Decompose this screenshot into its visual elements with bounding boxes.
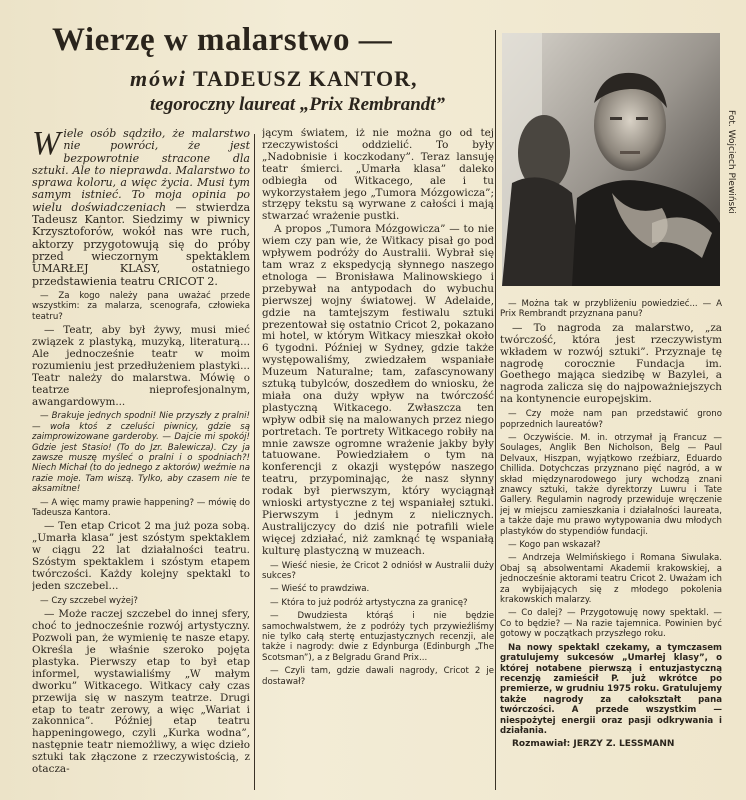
interview-line: — Dwudziesta którąś i nie będzie samochwalstwem, że z podróży tych przywieźliśmy nie tylko całą stertę entuzjastycznych recenzji, ale także i nagrody: dwie z Edynburga (Edinburgh „The Scotsman”), a z Belgradu Grand Prix...	[262, 611, 494, 663]
interview-line: — Która to już podróż artystyczna za granicę?	[270, 597, 468, 608]
article-headline: Wierzę w malarstwo —	[52, 22, 393, 58]
interview-line: — Co dalej? — Przygotowuję nowy spektakl. — Co to będzie? — Na razie tajemnica. Powinien być gotowy w początkach przyszłego roku.	[500, 608, 722, 640]
interview-line: — Andrzeja Welmińskiego i Romana Siwulaka. Obaj są absolwentami Akademii krakowskiej, a jednocześnie aktorami teatru Cricot 2. Uważam ich za wybijających się z młodego pokolenia krakowskich malarzy.	[500, 553, 722, 606]
column-2	[262, 128, 494, 790]
column-divider	[254, 134, 255, 790]
interview-line: — A więc mamy prawie happening? — mówię do Tadeusza Kantora.	[32, 497, 250, 519]
lead-after: — stwierdza Tadeusz Kantor. Siedzimy w piwnicy Krzysztoforów, wokół nas wre ruch, aktorzy przygotowują się do próby przed wieczornym spektaklem UMARŁEJ KLASY, ostatniego przedstawienia teatru CRICOT 2.	[32, 200, 250, 288]
portrait-photo	[502, 33, 720, 286]
portrait-photo-image	[502, 33, 720, 286]
article-paragraph: A propos „Tumora Mózgowicza” — to nie wiem czy pan wie, że Witkacy pisał go pod wpływem podróży do Australii. Wybrał się tam wraz z ekspedycją słynnego naszego etnologa — Bronisława Malinowskiego i przebywał na antypodach do wybuchu pierwszej wojny światowej. W Adelaide, gdzie na tamtejszym festiwalu sztuki prezentował się ostatnio Cricot 2, pokazano mi hotel, w którym Witkacy mieszkał około 6 tygodni. Później w Sydney, gdzie także występowaliśmy, zwiedzałem wspaniałe Muzeum Naturalne; tam, zafascynowany sztuką tubylców, doszedłem do wniosku, że miała ona duży wpływ na twórczość plastyczną Witkacego. Zwłaszcza ten wpływ odbił się na malowanych przez niego portretach. Te portrety Witkacego robiły na mnie zawsze ogromne wrażenie jakby były tatuowane. Powiedziałem o tym na konferencji z okazji występów naszego teatru, przypominając, że nasz słynny rodak był pierwszym, który wyciągnął wnioski artystyczne z tej wspaniałej sztuki. Pierwszym i jednym z nielicznych. Australijczycy do dziś nie potrafili wiele więcej zdziałać, niż zamknąć tę wspaniałą kulturę plastyczną w muzeach.	[262, 223, 494, 557]
article-paragraph: — Teatr, aby był żywy, musi mieć związek z plastyką, muzyką, literaturą... Ale jednocześnie teatr w moim rozumieniu jest przedłużeniem plastyki... Teatr należy do malarstwa. Mówię o teatrze nieprofesjonalnym, awangardowym...	[32, 324, 250, 408]
column-divider	[495, 30, 496, 790]
subtitle-prefix: mówi	[130, 66, 187, 91]
article-paragraph: — Brakuje jednych spodni! Nie przyszły z pralni! — woła ktoś z czeluści piwnicy, gdzie są zaimprowizowane garderoby. — Dajcie mi spokój! Gdzie jest Stasio! (To do Jzr. Balewicza). Czy ja zawsze muszę myśleć o pralni i o spodniach?! Niech Michał (to do jednego z aktorów) weźmie na razie moje. Tam wiszą. Tylko, aby czasem nie te aksamitne!	[32, 411, 250, 495]
column-1	[32, 128, 250, 790]
subtitle-name: TADEUSZ KANTOR,	[193, 66, 418, 91]
interview-line: — Czy może nam pan przedstawić grono poprzednich laureatów?	[500, 409, 722, 430]
drop-cap: W	[32, 128, 61, 162]
interview-line: — Za kogo należy pana uważać przede wszystkim: za malarza, scenografa, człowieka teatru?	[32, 290, 250, 322]
article-paragraph: — Może raczej szczebel do innej sfery, choć to jednocześnie rozwój artystyczny. Pozwoli pan, że wymienię te nasze etapy. Określa je właśnie szeroko pojęta plastyka. Pierwszy etap to był etap informel, wystawialiśmy „W małym dworku” Witkacego. Witkacy cały czas przewija się w naszym teatrze. Drugi etap to teatr zerowy, a więc „Wariat i zakonnica”. Później etap teatru happeningowego, czyli „Kurka wodna”, następnie teatr niemożliwy, a więc dzieło sztuki tak złączone z rzeczywistością, z otacza-	[32, 608, 250, 776]
interview-line: — Czyli tam, gdzie dawali nagrody, Cricot 2 je dostawał?	[262, 666, 494, 687]
article-paragraph: — To nagroda za malarstwo, „za twórczość, która jest rzeczywistym wkładem w rozwój sztuki”. Przyznaje tę nagrodę corocznie Fundacja im. Goethego mająca siedzibę w Bazylei, a nagroda zalicza się do najpoważniejszych na kontynencie europejskim.	[500, 321, 722, 406]
lead-text: iele osób sądziło, że malarstwo nie powróci, że jest bezpowrotnie stracone dla sztuki. Ale to nieprawda. Malarstwo to sprawa koloru, a więc życia. Musi tym samym istnieć. To moja opinia po wielu doświadczeniach	[32, 128, 250, 214]
article-paragraph: Na nowy spektakl czekamy, a tymczasem gratulujemy sukcesów „Umarłej klasy”, o której notabene pierwszą i entuzjastyczną recenzję zamieścił P. już wkrótce po premierze, w grudniu 1975 roku. Gratulujemy także nagrody za całokształt pana twórczości. A przede wszystkim — niespożytej energii oraz pasji odkrywania i działania.	[500, 642, 722, 736]
laureate-text: tegoroczny laureat „Prix Rembrandt”	[150, 94, 446, 115]
photo-credit-text: Fot. Wojciech Plewiński	[726, 110, 736, 214]
column-3	[500, 296, 722, 790]
photo-credit	[724, 110, 738, 370]
article-paragraph: jącym światem, iż nie można go od tej rzeczywistości oddzielić. To były „Nadobnisie i koczkodany”. Teraz lansuję teatr śmierci. „Umarła klasa” daleko odbiegła od Witkacego, ale i tu wykorzystałem jego „Tumora Mózgowicza”; strzępy tekstu są wyrwane z całości i mają stwarzać wrażenie pustki.	[262, 128, 494, 223]
interview-line: — Czy szczebel wyżej?	[40, 595, 138, 606]
interview-line: — Kogo pan wskazał?	[508, 540, 601, 551]
interview-line: — Wieść niesie, że Cricot 2 odniósł w Australii duży sukces?	[262, 560, 494, 582]
interview-line: — Oczywiście. M. in. otrzymał ją Francuz — Soulages, Anglik Ben Nicholson, Belg — Paul Delvaux, Hiszpan, wyjątkowo rzeźbiarz, Eduardo Chillida. Dotychczas przyznano pięć nagród, a w skład międzynarodowego jury wchodzą znani znawcy sztuki, także dyrektorzy Luwru i Tate Gallery. Regulamin nagrody przewiduje wręczenie jej w miejscu zamieszkania i działalności laureata, a także daje mu prawo wytypowania dwu młodych plastyków do stypendiów fundacji.	[500, 432, 722, 537]
article-subtitle	[130, 66, 510, 92]
interview-line: — Wieść to prawdziwa.	[270, 584, 370, 595]
subtitle-laureate	[150, 94, 510, 116]
article-paragraph: — Ten etap Cricot 2 ma już poza sobą. „Umarła klasa” jest szóstym spektaklem w ciągu 22 lat działalności teatru. Szóstym spektaklem i szóstym etapem twórczości. Każdy kolejny spektakl to jeden szczebel...	[32, 520, 250, 593]
lead-paragraph	[32, 128, 250, 288]
author-signature: Rozmawiał: JERZY Z. LESSMANN	[512, 739, 675, 750]
interview-line: — Można tak w przybliżeniu powiedzieć... — A Prix Rembrandt przyznana panu?	[500, 299, 722, 320]
